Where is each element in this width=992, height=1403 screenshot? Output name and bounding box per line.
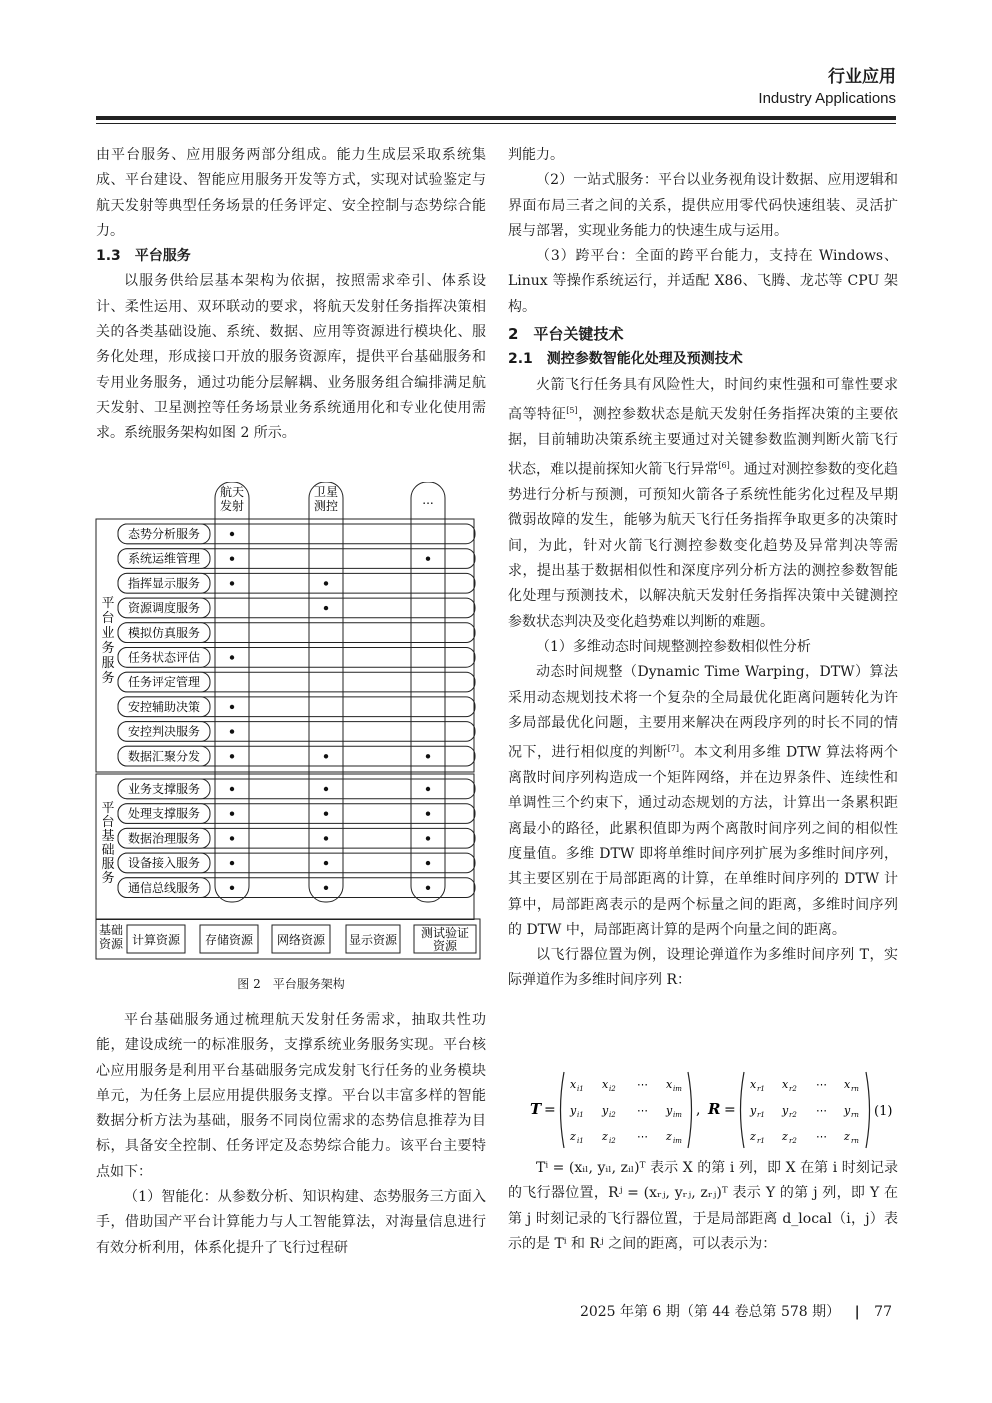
business-layer-label-char: 务 [101, 641, 115, 656]
resource-label: 显示资源 [348, 933, 398, 947]
page-number: 77 [874, 1304, 892, 1320]
paragraph: 平台基础服务通过梳理航天发射任务需求，抽取共性功能，建设成统一的标准服务，支撑系统业务服务实现。平台核心应用服务是利用平台基础服务完成发射飞行任务的业务模块单元，为任务上层应用提供服务支撑。平台以丰富多样的智能数据分析方法为基础，服务不同岗位需求的态势信息推荐为目标，具备安全控制、任务评定及态势综合能力。该平台主要特点如下： [96, 1012, 486, 1180]
svg-text:i2: i2 [609, 1085, 616, 1093]
paragraph [508, 660, 898, 943]
svg-text:r2: r2 [789, 1111, 797, 1119]
service-dot [426, 836, 430, 840]
paragraph: （3）跨平台：全面的跨平台能力，支持在 Windows、Linux 等操作系统运行，并适配 X86、飞腾、龙芯等 CPU 架构。 [508, 248, 898, 315]
svg-text:i1: i1 [577, 1111, 584, 1119]
citation: [6] [718, 461, 730, 471]
base-layer-label-char: 台 [101, 815, 115, 830]
resource-layer-label: 基础 [98, 923, 124, 937]
service-name-label: 安控辅助决策 [127, 699, 201, 714]
service-name-label: 任务状态评估 [127, 650, 201, 665]
paragraph: 以服务供给层基本架构为依据，按照需求牵引、体系设计、柔性运用、双环联动的要求，将航天发射任务指挥决策相关的各类基础设施、系统、数据、应用等资源进行模块化、服务化处理，形成接口开放的服务资源库，提供平台基础服务和专用业务服务，通过功能分层解耦、业务服务组合编排满足航天发射、卫星测控等任务场景业务系统通用化和专业化使用需求。系统服务架构如图 2 所示。 [96, 273, 486, 442]
resource-label: 网络资源 [276, 933, 326, 947]
service-name-label: 指挥显示服务 [127, 576, 201, 591]
paragraph [508, 373, 898, 635]
paragraph: 由平台服务、应用服务两部分组成。能力生成层采取系统集成、平台建设、智能应用服务开发等方式，实现对试验鉴定与航天发射等典型任务场景的任务评定、安全控制与态势综合能力。 [96, 147, 486, 239]
citation: [7] [667, 744, 679, 754]
service-dot [426, 886, 430, 890]
service-dot [230, 705, 234, 709]
resource-label: 测试验证 [420, 926, 470, 940]
service-name-label: 通信总线服务 [127, 880, 201, 895]
svg-text:i1: i1 [577, 1137, 584, 1145]
service-name-label: 资源调度服务 [127, 601, 201, 616]
platform-service-architecture-diagram [94, 482, 486, 962]
service-dot [230, 581, 234, 585]
right-column [508, 143, 898, 994]
text-run: 火箭飞行任务具有风险性大，时间约束性强和可靠性要求高等特征 [508, 376, 898, 423]
svg-text:y: y [570, 1104, 577, 1117]
service-dot [230, 754, 234, 758]
svg-text:r2: r2 [789, 1137, 797, 1145]
service-dot [324, 581, 328, 585]
svg-text:x: x [844, 1078, 851, 1091]
svg-text:⋯: ⋯ [637, 1104, 648, 1117]
resource-label: 存储资源 [204, 933, 254, 947]
svg-text:r1: r1 [757, 1111, 765, 1119]
svg-text:i1: i1 [577, 1085, 584, 1093]
service-dot [324, 812, 328, 816]
resource-layer-label: 资源 [98, 937, 124, 951]
business-layer-label-char: 务 [101, 671, 115, 686]
journal-section-title: 行业应用 [828, 67, 896, 87]
left-column-top [96, 143, 486, 447]
svg-text:,: , [696, 1102, 701, 1118]
business-layer-label-char: 业 [101, 626, 115, 641]
service-name-label: 安控判决服务 [127, 724, 201, 739]
svg-text:x: x [750, 1078, 757, 1091]
svg-text:im: im [673, 1085, 682, 1093]
service-dot [426, 754, 430, 758]
svg-text:i2: i2 [609, 1137, 616, 1145]
base-layer-label-char: 平 [101, 801, 115, 816]
issue-info: 2025 年第 6 期（第 44 卷总第 578 期） [579, 1304, 841, 1320]
service-dot [230, 532, 234, 536]
service-name-label: 系统运维管理 [127, 551, 201, 566]
service-name-label: 模拟仿真服务 [127, 625, 201, 640]
svg-text:=: = [724, 1102, 736, 1118]
svg-text:⋯: ⋯ [816, 1078, 827, 1091]
svg-text:x: x [666, 1078, 673, 1091]
paragraph: Tⁱ = (xᵢₗ, yᵢₗ, zᵢₗ)ᵀ 表示 X 的第 i 列，即 X 在第 i 时刻记录的飞行器位置，Rʲ = (xᵣⱼ, yᵣⱼ, zᵣⱼ)ᵀ 表示 Y 的第 j 列，即 Y 在第 j 时刻记录的飞行器位置，于是局部距离 d_local（i，j）表示的是 Tⁱ 和 Rʲ 之间的距离，可以表示为： [508, 1160, 898, 1252]
text-run: ，测控参数状态是航天发射任务指挥决策的主要依据，目前辅助决策系统主要通过对关键参数监测判断火箭飞行状态，难以提前探知火箭飞行异常 [508, 406, 899, 478]
paragraph: （2）一站式服务：平台以业务视角设计数据、应用逻辑和界面布局三者之间的关系，提供应用零代码快速组装、灵活扩展与部署，实现业务能力的快速生成与运用。 [508, 172, 898, 239]
service-dot [230, 836, 234, 840]
column-header-label: ... [422, 493, 434, 507]
svg-text:z: z [570, 1130, 576, 1143]
column-header-label: 卫星 [313, 485, 339, 499]
left-column-bottom [96, 1008, 486, 1261]
page-footer [580, 1301, 892, 1321]
svg-text:im: im [673, 1111, 682, 1119]
journal-section-title-en: Industry Applications [758, 90, 896, 107]
svg-text:rn: rn [851, 1111, 859, 1119]
service-dot [426, 861, 430, 865]
service-dot [230, 729, 234, 733]
service-dot [324, 787, 328, 791]
paragraph: 以飞行器位置为例，设理论弹道作为多维时间序列 T，实际弹道作为多维时间序列 R： [508, 947, 898, 989]
service-name-label: 处理支撑服务 [127, 806, 201, 821]
business-layer-label-char: 台 [101, 611, 115, 626]
svg-text:rn: rn [851, 1085, 859, 1093]
svg-text:x: x [602, 1078, 609, 1091]
service-name-label: 数据汇聚分发 [127, 749, 201, 764]
business-layer-label-char: 平 [101, 596, 115, 611]
header-rule-thick [96, 116, 896, 120]
service-name-label: 设备接入服务 [127, 856, 201, 871]
service-dot [230, 655, 234, 659]
column-header-label: 发射 [219, 499, 245, 513]
svg-text:R: R [708, 1100, 721, 1118]
svg-text:z: z [750, 1130, 756, 1143]
svg-text:⋯: ⋯ [816, 1104, 827, 1117]
svg-text:z: z [782, 1130, 788, 1143]
text-run: 动态时间规整（Dynamic Time Warping，DTW）算法采用动态规划技术将一个复杂的全局最优化距离问题转化为许多局部最优化问题，主要用来解决在两段序列的时长不同的情况下，进行相似度的判断 [508, 664, 898, 761]
figure-caption: 图 2 平台服务架构 [237, 977, 345, 991]
text-run: 。通过对测控参数的变化趋势进行分析与预测，可预知火箭各子系统性能劣化过程及早期微弱故障的发生，能够为航天飞行任务指挥争取更多的决策时间，为此，针对火箭飞行测控参数变化趋势及异常判决等需求，提出基于数据相似性和深度序列分析方法的测控参数智能化处理与预测技术，以解决航天发射任务指挥决策中关键测控参数状态判决及变化趋势难以判断的难题。 [508, 461, 899, 630]
svg-text:y: y [666, 1104, 673, 1117]
service-dot [230, 787, 234, 791]
svg-text:r2: r2 [789, 1085, 797, 1093]
svg-text:x: x [782, 1078, 789, 1091]
svg-text:⋯: ⋯ [637, 1078, 648, 1091]
base-layer-label-char: 务 [101, 871, 115, 886]
subheading: （1）多维动态时间规整测控参数相似性分析 [536, 638, 811, 655]
section-heading-2: 2 平台关键技术 [508, 325, 624, 344]
svg-text:r1: r1 [757, 1085, 765, 1093]
svg-text:z: z [844, 1130, 850, 1143]
service-dot [230, 812, 234, 816]
resource-label: 资源 [432, 939, 458, 953]
equation-number: (1) [874, 1104, 893, 1119]
svg-text:rn: rn [851, 1137, 859, 1145]
paragraph: （1）智能化：从参数分析、知识构建、态势服务三方面入手，借助国产平台计算能力与人工智能算法，对海量信息进行有效分析利用，体系化提升了飞行过程研 [96, 1189, 486, 1256]
base-layer-label-char: 服 [101, 857, 115, 872]
svg-text:im: im [673, 1137, 682, 1145]
service-dot [324, 754, 328, 758]
service-dot [230, 886, 234, 890]
section-heading-2-1: 2.1 测控参数智能化处理及预测技术 [508, 351, 743, 368]
base-layer-label-char: 基 [101, 829, 115, 844]
svg-text:⋯: ⋯ [816, 1130, 827, 1143]
service-dot [324, 836, 328, 840]
svg-text:y: y [602, 1104, 609, 1117]
right-column-bottom [508, 1156, 898, 1257]
resource-label: 计算资源 [131, 933, 181, 947]
svg-text:y: y [782, 1104, 789, 1117]
column-header-label: 航天 [219, 485, 245, 499]
paragraph: 判能力。 [508, 147, 564, 163]
service-dot [324, 861, 328, 865]
svg-text:⋯: ⋯ [637, 1130, 648, 1143]
service-dot [324, 886, 328, 890]
column-header-label: 测控 [313, 499, 339, 513]
svg-text:z: z [666, 1130, 672, 1143]
svg-text:r1: r1 [757, 1137, 765, 1145]
base-layer-label-char: 础 [101, 843, 115, 858]
citation: [5] [566, 405, 578, 415]
footer-separator: | [854, 1304, 860, 1320]
service-name-label: 业务支撑服务 [127, 782, 201, 796]
business-layer-label-char: 服 [101, 656, 115, 671]
service-dot [230, 861, 234, 865]
section-heading-1-3: 1.3 平台服务 [96, 248, 191, 265]
service-name-label: 态势分析服务 [127, 527, 201, 541]
svg-text:y: y [844, 1104, 851, 1117]
service-dot [230, 557, 234, 561]
svg-text:y: y [750, 1104, 757, 1117]
service-dot [426, 812, 430, 816]
service-name-label: 任务评定管理 [127, 675, 201, 690]
header-rule-thin [96, 123, 896, 124]
svg-text:T: T [530, 1100, 542, 1118]
service-name-label: 数据治理服务 [127, 831, 201, 846]
svg-text:z: z [602, 1130, 608, 1143]
service-dot [324, 606, 328, 610]
text-run: 。本文利用多维 DTW 算法将两个离散时间序列构造成一个矩阵网络，并在边界条件、连续性和单调性三个约束下，通过动态规划的方法，计算出一条累积距离最小的路径，此累积值即为两个离散时间序列之间的相似性度量值。多维 DTW 即将单维时间序列扩展为多维时间序列，其主要区别在于局部距离的计算，在单维时间序列的 DTW 计算中，局部距离表示的是两个标量之间的距离，多维时间序列的 DTW 中，局部距离计算的是两个向量之间的距离。 [508, 744, 899, 938]
svg-text:i2: i2 [609, 1111, 616, 1119]
equation-1 [520, 1066, 900, 1154]
svg-text:=: = [544, 1102, 556, 1118]
service-dot [426, 787, 430, 791]
svg-text:x: x [570, 1078, 577, 1091]
service-dot [426, 557, 430, 561]
